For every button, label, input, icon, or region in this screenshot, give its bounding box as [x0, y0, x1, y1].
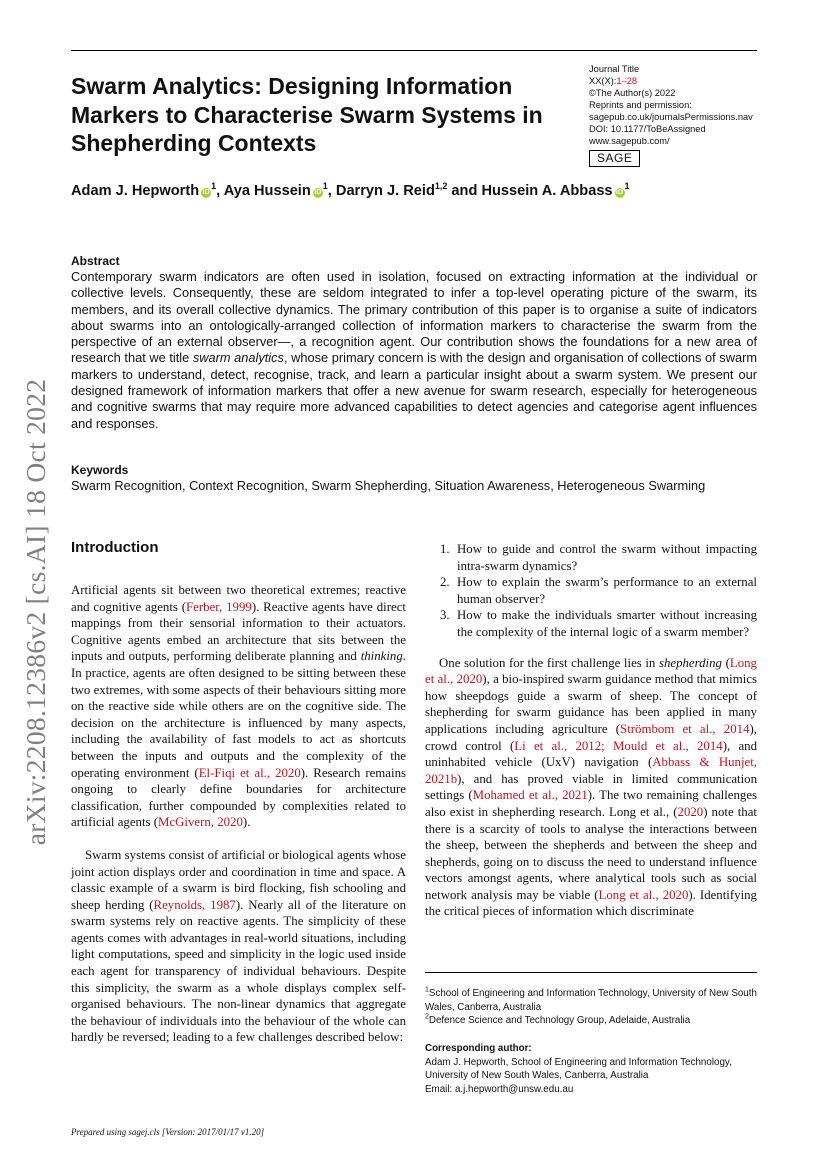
abstract-heading: Abstract	[71, 254, 120, 268]
paragraph-text: ). The two remaining challenges also exist in shepherding research. Long et al., (	[425, 788, 758, 819]
paragraph-text: ), crowd control (	[425, 721, 757, 753]
paragraph-text: ), and has proved viable in limited communication settings (	[425, 771, 757, 803]
journal-volume	[589, 75, 789, 87]
keywords-section	[71, 462, 757, 494]
paragraph-text: ), a bio-inspired swarm guidance method that mimics how sheepdogs guide a swarm of sheep. The concept of shepherding for swarm guidance has been applied in many applications including agriculture (	[425, 672, 757, 736]
paragraph-text: . In practice, agents are often designed to be sitting between these two extremes, with some aspects of their behaviours sitting more on the reactive side while others are on the cognitive side. The decision on the architecture is influenced by many aspects, including the availability of fast models to act as shortcuts between the inputs and outputs and the complexity of the operating environment (	[71, 649, 406, 780]
list-item-number: 2.	[440, 575, 450, 590]
journal-doi: DOI: 10.1177/ToBeAssigned	[589, 124, 706, 134]
author-name: Darryn J. Reid	[335, 183, 435, 199]
paragraph-text: ).	[242, 815, 251, 830]
citation-link[interactable]: Long et al., 2020	[598, 887, 689, 902]
intro-paragraph-1	[71, 582, 406, 831]
orcid-icon[interactable]: iD	[616, 189, 624, 196]
paragraph-text: ). Identifying the critical pieces of information which discriminate	[425, 887, 757, 919]
affiliation-footnotes	[425, 987, 765, 1028]
abstract-text	[71, 269, 757, 432]
footnote-mark: 1	[425, 986, 429, 994]
list-item	[425, 607, 757, 640]
citation-link[interactable]: 2020	[677, 804, 704, 819]
footnote-text: Defence Science and Technology Group, Adelaide, Australia	[428, 1015, 691, 1026]
author-name: Adam J. Hepworth	[71, 183, 200, 199]
affiliation-footnote	[425, 1014, 765, 1028]
author-separator: ,	[327, 183, 336, 199]
list-item-text: How to make the individuals smarter without increasing the complexity of the internal logic of a swarm member?	[457, 608, 757, 639]
corresponding-label: Corresponding author:	[425, 1043, 532, 1054]
author-affiliation-mark: 1	[322, 181, 328, 192]
list-item-text: How to guide and control the swarm without impacting intra-swarm dynamics?	[457, 542, 757, 573]
journal-website[interactable]: www.sagepub.com/	[589, 136, 670, 146]
author-separator: and	[447, 183, 482, 199]
journal-copyright: ©The Author(s) 2022	[589, 88, 676, 98]
keywords-heading: Keywords	[71, 463, 129, 477]
abstract-section	[71, 253, 757, 432]
abstract-emphasis: swarm analytics	[192, 350, 284, 366]
paper-title: Swarm Analytics: Designing Information Markers to Characterise Swarm Systems in Shepherding Contexts	[71, 73, 543, 156]
paragraph-text: ), and uninhabited vehicle (UxV) navigation (	[425, 738, 758, 770]
emphasis-text: thinking	[360, 649, 403, 664]
footnote-rule	[425, 972, 757, 973]
emphasis-text: shepherding	[658, 655, 722, 670]
left-column	[71, 582, 406, 1046]
abstract-text-part: Contemporary swarm indicators are often used in isolation, focused on extracting information at the individual or collective levels. Consequently, these are seldom integrated to infer a top-level operating picture of the swarm, its members, and its overall collective dynamics. The primary contribution of this paper is to organise a suite of indicators about swarms into an ontologically-arranged collection of information markers to characterise the swarm from the perspective of an external observer—, a recognition agent. Our contribution shows the foundations for a new area of research that we title	[71, 269, 757, 366]
journal-name: Journal Title	[589, 64, 640, 74]
right-column	[425, 541, 757, 920]
paragraph-text: ). Reactive agents have direct mappings from their sensorial information to their actuators. Cognitive agents embed an architecture that sits between the inputs and outputs, performing deliberate planning and	[71, 599, 406, 664]
orcid-icon[interactable]: iD	[202, 189, 210, 196]
paragraph-text: ) note that there is a scarcity of tools to analyse the interactions between the sheep, between the shepherds and between the sheep and shepherds, going on to discuss the need to understand influence vectors amongst agents, where analytical tools such as social network analysis may be viable (	[425, 804, 757, 902]
intro-paragraph-3	[425, 655, 757, 921]
corresponding-address: Adam J. Hepworth, School of Engineering and Information Technology, University of New South Wales, Canberra, Australia	[425, 1056, 732, 1081]
journal-pages-link[interactable]: 1–28	[616, 76, 638, 86]
citation-link[interactable]: McGivern, 2020	[158, 815, 243, 830]
list-item-text: How to explain the swarm’s performance to an external human observer?	[457, 575, 757, 606]
orcid-icon[interactable]: iD	[314, 189, 322, 196]
author-name: Hussein A. Abbass	[481, 183, 613, 199]
citation-link[interactable]: El-Fiqi et al., 2020	[198, 765, 301, 780]
author-name: Aya Hussein	[223, 183, 311, 199]
intro-paragraph-2	[71, 847, 406, 1046]
prepared-using-note: Prepared using sagej.cls [Version: 2017/01/17 v1.20]	[71, 1127, 265, 1137]
citation-link[interactable]: Abbass & Hunjet, 2021b	[425, 755, 757, 786]
citation-link[interactable]: Li et al., 2012; Mould et al., 2014	[514, 738, 723, 753]
paragraph-text: One solution for the first challenge lies in	[439, 655, 659, 670]
list-item-number: 3.	[440, 608, 450, 623]
sage-logo: SAGE	[589, 150, 640, 167]
affiliation-footnote	[425, 987, 765, 1014]
footnote-mark: 2	[425, 1013, 429, 1021]
abstract-text-part: , whose primary concern is with the design and organisation of collections of swarm markers to understand, detect, recognise, track, and learn a particular insight about a swarm system. We present our designed framework of information markers that offer a new avenue for swarm research, especially for heterogeneous and cognitive swarms that may require more advanced capabilities to detect agencies and categorise agent influences and responses.	[71, 350, 757, 431]
keywords-text: Swarm Recognition, Context Recognition, Swarm Shepherding, Situation Awareness, Heterogeneous Swarming	[71, 478, 706, 493]
journal-volume-prefix: XX(X):	[589, 76, 617, 86]
list-item	[425, 541, 757, 574]
paragraph-text: Artificial agents sit between two theoretical extremes; reactive and cognitive agents (	[71, 583, 406, 614]
list-item	[425, 574, 757, 607]
challenge-list	[425, 541, 757, 641]
footnote-text: School of Engineering and Information Technology, University of New South Wales, Canberra, Australia	[425, 988, 757, 1013]
section-heading-introduction: Introduction	[71, 539, 159, 556]
citation-link[interactable]: Long et al., 2020	[425, 655, 757, 687]
journal-reprints: Reprints and permission:	[589, 100, 692, 110]
citation-link[interactable]: Reynolds, 1987	[153, 897, 236, 912]
paragraph-text: ). Research remains ongoing to clearly define boundaries for architecture classification, further compounded by complexities related to artificial agents (	[71, 765, 406, 830]
top-rule	[71, 50, 757, 51]
author-list	[71, 181, 761, 201]
paragraph-text: (	[721, 655, 730, 670]
citation-link[interactable]: Ferber, 1999	[186, 599, 252, 614]
author-affiliation-mark: 1	[211, 181, 217, 192]
corresponding-email[interactable]: Email: a.j.hepworth@unsw.edu.au	[425, 1083, 574, 1095]
list-item-number: 1.	[440, 542, 450, 556]
corresponding-author	[425, 1042, 765, 1096]
paragraph-text: Swarm systems consist of artificial or biological agents whose joint action displays order and coordination in time and space. A classic example of a swarm is bird flocking, fish schooling and sheep herding (	[71, 847, 406, 912]
paragraph-text: ). Nearly all of the literature on swarm systems rely on reactive agents. The simplicity of these agents comes with advantages in real-world situations, including light computations, speed and simplicity in the logic used inside each agent for transparency of individual behaviours. Despite this simplicity, the swarm as a whole displays complex self-organised behaviours. The non-linear dynamics that aggregate the behaviour of individuals into the behaviour of the whole can hardly be reversed; leading to a few challenges described below:	[71, 897, 406, 1045]
citation-link[interactable]: Mohamed et al., 2021	[472, 788, 588, 803]
citation-link[interactable]: Strömbom et al., 2014	[620, 721, 750, 736]
journal-info	[589, 63, 789, 167]
arxiv-stamp: arXiv:2208.12386v2 [cs.AI] 18 Oct 2022	[20, 378, 51, 846]
author-affiliation-mark: 1	[624, 181, 630, 192]
journal-permissions-url[interactable]: sagepub.co.uk/journalsPermissions.nav	[589, 112, 753, 122]
author-separator: ,	[216, 183, 224, 199]
author-affiliation-mark: 1,2	[434, 181, 448, 192]
